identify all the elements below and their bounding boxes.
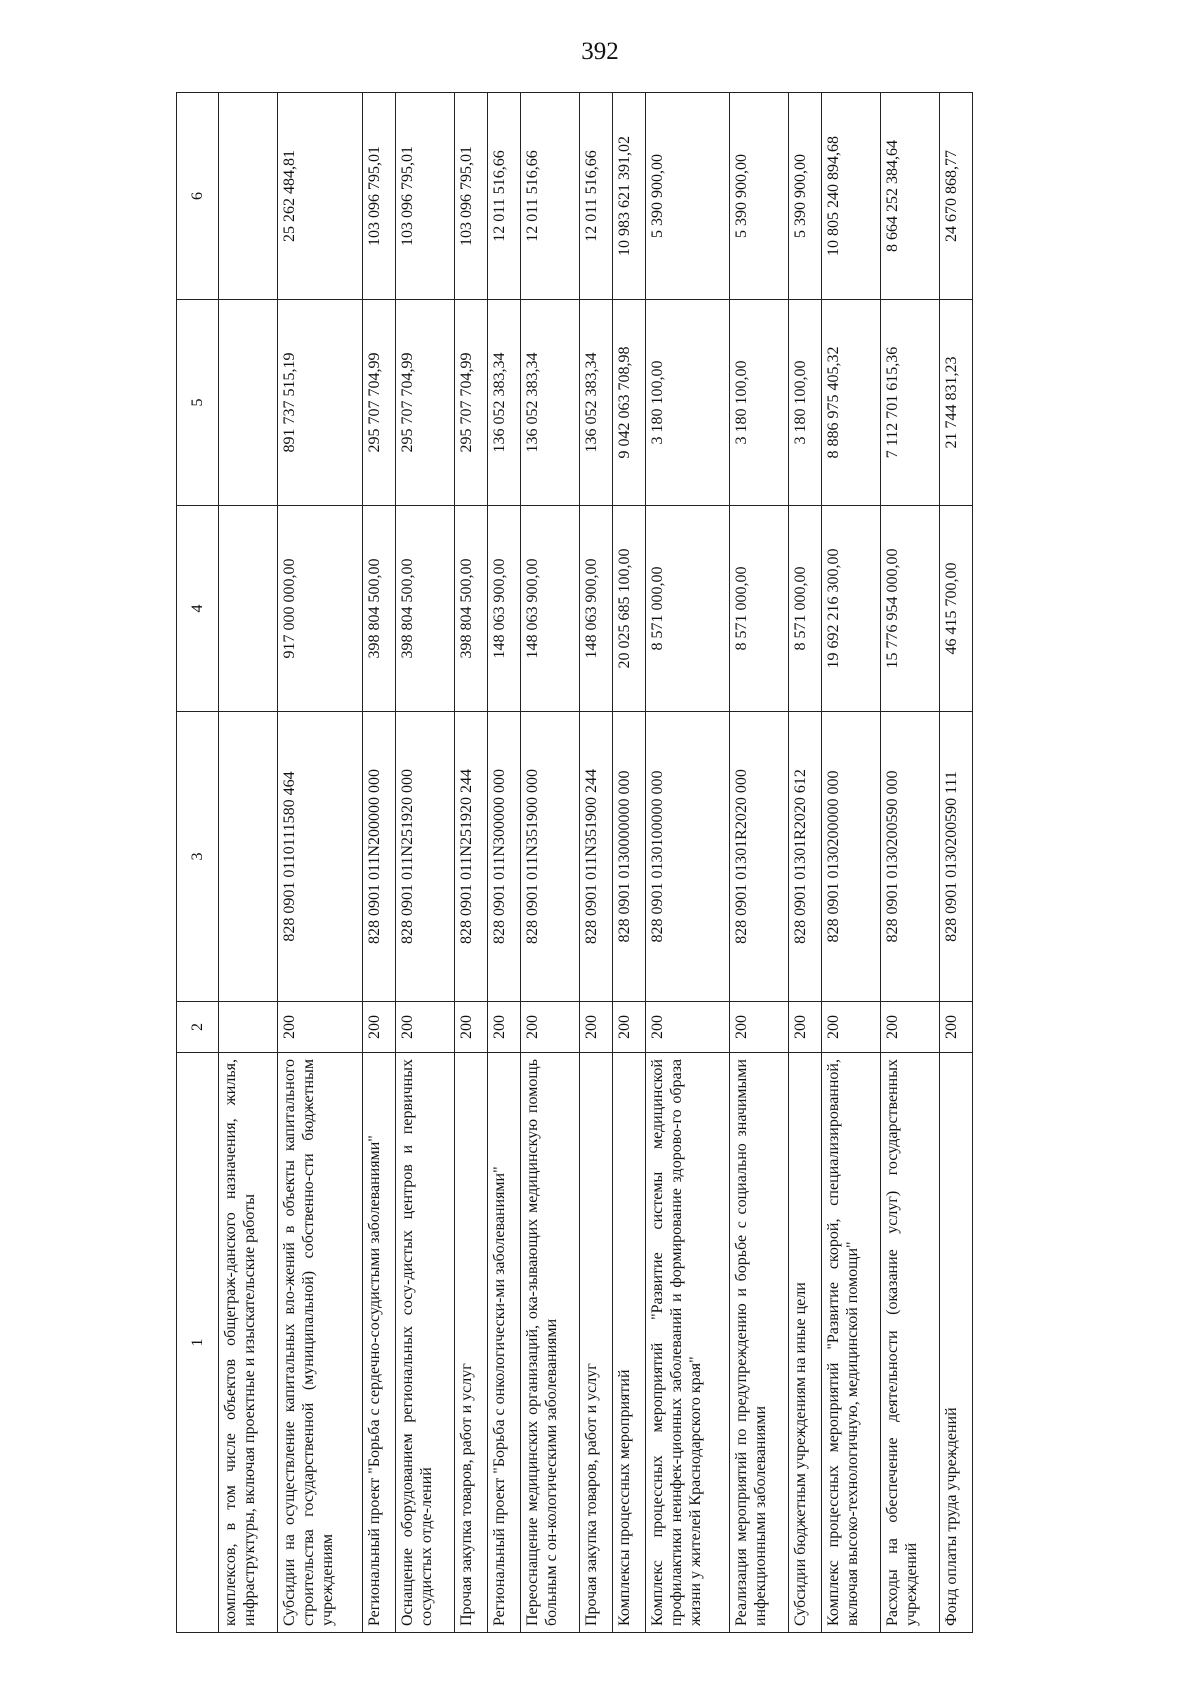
row-col2: 200 — [645, 1002, 730, 1053]
table-row — [579, 93, 612, 1633]
row-code: 828 0901 011N200000 000 — [363, 712, 396, 1002]
row-name: Прочая закупка товаров, работ и услуг — [455, 1053, 488, 1633]
row-col6: 103 096 795,01 — [363, 93, 396, 300]
row-col2: 200 — [278, 1002, 363, 1053]
row-name: Реализация мероприятий по предупреждению и борьбе с социально значимыми инфекционными заболеваниями — [730, 1053, 789, 1633]
row-col2: 200 — [396, 1002, 455, 1053]
row-col5: 295 707 704,99 — [455, 300, 488, 506]
row-col4: 8 571 000,00 — [730, 506, 789, 712]
row-name: Субсидии на осуществление капитальных вло-жений в объекты капитального строительства государственной (муниципальной) собственно-сти бюджетным учреждениям — [278, 1053, 363, 1633]
row-col5: 891 737 515,19 — [278, 300, 363, 506]
row-col5: 7 112 701 615,36 — [881, 300, 940, 506]
row-col4: 8 571 000,00 — [645, 506, 730, 712]
row-code: 828 0901 011N251920 000 — [396, 712, 455, 1002]
budget-table — [176, 92, 973, 1633]
row-code: 828 0901 01301R2020 000 — [730, 712, 789, 1002]
header-cell: 2 — [177, 1002, 219, 1053]
row-col5: 3 180 100,00 — [730, 300, 789, 506]
row-name: комплексов, в том числе объектов общеграж-данского назначения, жилья, инфраструктуры, включая проектные и изыскательские работы — [219, 1053, 278, 1633]
row-col5: 3 180 100,00 — [645, 300, 730, 506]
row-col4: 148 063 900,00 — [520, 506, 579, 712]
row-col4: 46 415 700,00 — [940, 506, 973, 712]
row-code: 828 0901 0110111580 464 — [278, 712, 363, 1002]
header-cell: 6 — [177, 93, 219, 300]
row-name: Расходы на обеспечение деятельности (оказание услуг) государственных учреждений — [881, 1053, 940, 1633]
row-col5: 295 707 704,99 — [396, 300, 455, 506]
row-col4: 19 692 216 300,00 — [822, 506, 881, 712]
row-name: Комплексы процессных мероприятий — [612, 1053, 645, 1633]
row-col6: 12 011 516,66 — [487, 93, 520, 300]
row-col2: 200 — [579, 1002, 612, 1053]
row-col6: 24 670 868,77 — [940, 93, 973, 300]
table-row — [645, 93, 730, 1633]
page-number: 392 — [581, 38, 619, 65]
row-name: Региональный проект "Борьба с онкологически-ми заболеваниями" — [487, 1053, 520, 1633]
header-cell: 4 — [177, 506, 219, 712]
row-col2: 200 — [822, 1002, 881, 1053]
table-row — [520, 93, 579, 1633]
table-header-row — [177, 93, 219, 1633]
row-name: Фонд оплаты труда учреждений — [940, 1053, 973, 1633]
row-col6: 12 011 516,66 — [579, 93, 612, 300]
table-row — [487, 93, 520, 1633]
table-row — [940, 93, 973, 1633]
row-code: 828 0901 011N251920 244 — [455, 712, 488, 1002]
table-row — [730, 93, 789, 1633]
row-col5: 136 052 383,34 — [520, 300, 579, 506]
row-col6: 12 011 516,66 — [520, 93, 579, 300]
row-col4: 20 025 685 100,00 — [612, 506, 645, 712]
row-name: Комплекс процессных мероприятий "Развитие системы медицинской профилактики неинфек-ционных заболеваний и формирование здорово-го образа жизни у жителей Краснодарского края" — [645, 1053, 730, 1633]
row-col4: 398 804 500,00 — [455, 506, 488, 712]
table-row — [363, 93, 396, 1633]
row-col5: 8 886 975 405,32 — [822, 300, 881, 506]
row-col4 — [219, 506, 278, 712]
row-name: Прочая закупка товаров, работ и услуг — [579, 1053, 612, 1633]
row-col6: 10 983 621 391,02 — [612, 93, 645, 300]
rotated-table-wrapper — [176, 93, 973, 1633]
row-col6: 5 390 900,00 — [645, 93, 730, 300]
row-code: 828 0901 0130200590 111 — [940, 712, 973, 1002]
row-col5: 9 042 063 708,98 — [612, 300, 645, 506]
row-name: Субсидии бюджетным учреждениям на иные цели — [789, 1053, 822, 1633]
table-row — [881, 93, 940, 1633]
row-col2: 200 — [520, 1002, 579, 1053]
table-row — [789, 93, 822, 1633]
row-col4: 148 063 900,00 — [487, 506, 520, 712]
row-col6: 103 096 795,01 — [455, 93, 488, 300]
row-col6: 25 262 484,81 — [278, 93, 363, 300]
row-code: 828 0901 0130200590 000 — [881, 712, 940, 1002]
row-code: 828 0901 01301R2020 612 — [789, 712, 822, 1002]
table-row — [278, 93, 363, 1633]
row-col2: 200 — [455, 1002, 488, 1053]
row-col5: 136 052 383,34 — [579, 300, 612, 506]
row-col6: 5 390 900,00 — [730, 93, 789, 300]
header-cell: 1 — [177, 1053, 219, 1633]
table-row — [455, 93, 488, 1633]
row-col4: 15 776 954 000,00 — [881, 506, 940, 712]
row-col2: 200 — [940, 1002, 973, 1053]
row-name: Переоснащение медицинских организаций, ока-зывающих медицинскую помощь больным с он-кологическими заболеваниями — [520, 1053, 579, 1633]
header-cell: 3 — [177, 712, 219, 1002]
table-row — [396, 93, 455, 1633]
row-col5 — [219, 300, 278, 506]
row-col2: 200 — [730, 1002, 789, 1053]
row-col6: 8 664 252 384,64 — [881, 93, 940, 300]
row-name: Оснащение оборудованием региональных сосу-дистых центров и первичных сосудистых отде-лений — [396, 1053, 455, 1633]
table-row — [219, 93, 278, 1633]
row-col4: 398 804 500,00 — [363, 506, 396, 712]
row-name: Комплекс процессных мероприятий "Развитие скорой, специализированной, включая высоко-технологичную, медицинской помощи" — [822, 1053, 881, 1633]
row-code: 828 0901 0130200000 000 — [822, 712, 881, 1002]
row-col6: 5 390 900,00 — [789, 93, 822, 300]
row-col2 — [219, 1002, 278, 1053]
row-col4: 398 804 500,00 — [396, 506, 455, 712]
row-col2: 200 — [612, 1002, 645, 1053]
row-col2: 200 — [363, 1002, 396, 1053]
row-col6: 103 096 795,01 — [396, 93, 455, 300]
row-code — [219, 712, 278, 1002]
row-col6: 10 805 240 894,68 — [822, 93, 881, 300]
row-col5: 136 052 383,34 — [487, 300, 520, 506]
row-col5: 295 707 704,99 — [363, 300, 396, 506]
row-col5: 21 744 831,23 — [940, 300, 973, 506]
header-cell: 5 — [177, 300, 219, 506]
row-col6 — [219, 93, 278, 300]
row-code: 828 0901 0130100000 000 — [645, 712, 730, 1002]
table-row — [822, 93, 881, 1633]
row-col4: 148 063 900,00 — [579, 506, 612, 712]
row-col2: 200 — [487, 1002, 520, 1053]
row-col2: 200 — [789, 1002, 822, 1053]
row-name: Региональный проект "Борьба с сердечно-сосудистыми заболеваниями" — [363, 1053, 396, 1633]
row-code: 828 0901 011N351900 244 — [579, 712, 612, 1002]
row-col4: 8 571 000,00 — [789, 506, 822, 712]
row-code: 828 0901 011N351900 000 — [520, 712, 579, 1002]
table-row — [612, 93, 645, 1633]
row-col2: 200 — [881, 1002, 940, 1053]
row-col4: 917 000 000,00 — [278, 506, 363, 712]
row-code: 828 0901 011N300000 000 — [487, 712, 520, 1002]
row-code: 828 0901 0130000000 000 — [612, 712, 645, 1002]
row-col5: 3 180 100,00 — [789, 300, 822, 506]
